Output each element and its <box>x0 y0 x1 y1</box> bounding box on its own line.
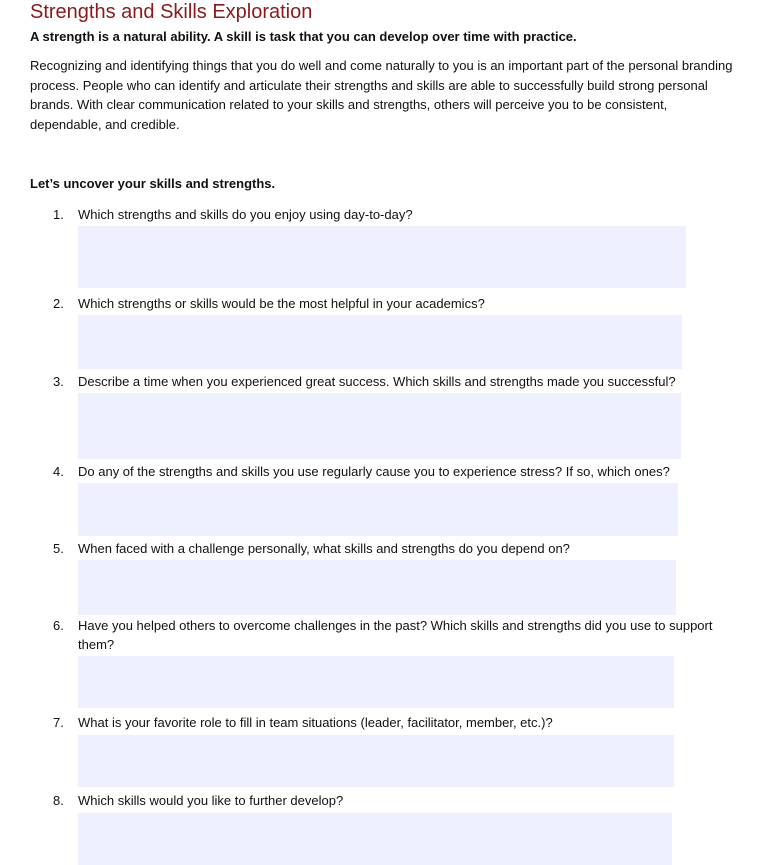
question-number: 5. <box>53 541 64 556</box>
question-text: Which strengths and skills do you enjoy using day-to-day? <box>78 207 413 222</box>
question-text: Which skills would you like to further develop? <box>78 793 344 808</box>
question-text: When faced with a challenge personally, what skills and strengths do you depend on? <box>78 541 570 556</box>
question-text: What is your favorite role to fill in team situations (leader, facilitator, member, etc.)? <box>78 715 553 730</box>
question-text: Which strengths or skills would be the most helpful in your academics? <box>78 296 485 311</box>
question-number: 2. <box>53 296 64 311</box>
page-subtitle: A strength is a natural ability. A skill is task that you can develop over time with practice. <box>30 29 577 44</box>
question-number: 8. <box>53 793 64 808</box>
question-text: Describe a time when you experienced great success. Which skills and strengths made you successful? <box>78 374 676 389</box>
answer-field-2[interactable] <box>78 315 682 369</box>
question-text: Do any of the strengths and skills you use regularly cause you to experience stress? If so, which ones? <box>78 464 670 479</box>
answer-field-5[interactable] <box>78 560 676 615</box>
intro-paragraph: Recognizing and identifying things that you do well and come naturally to you is an important part of the personal branding process. People who can identify and articulate their strengths and skills are able to successfully build strong personal brands. With clear communication related to your skills and strengths, others will perceive you to be consistent, dependable, and credible. <box>30 58 733 133</box>
question-number: 4. <box>53 464 64 479</box>
answer-field-3[interactable] <box>78 393 681 459</box>
section-heading: Let’s uncover your skills and strengths. <box>30 176 276 191</box>
answer-field-8[interactable] <box>78 813 672 865</box>
answer-field-7[interactable] <box>78 735 674 787</box>
question-number: 6. <box>53 618 64 633</box>
answer-field-1[interactable] <box>78 226 686 288</box>
question-number: 7. <box>53 715 64 730</box>
page-title: Strengths and Skills Exploration <box>30 1 313 23</box>
question-text: Have you helped others to overcome challenges in the past? Which skills and strengths did you use to support them? <box>78 618 713 652</box>
answer-field-4[interactable] <box>78 483 678 536</box>
answer-field-6[interactable] <box>78 656 674 708</box>
question-number: 1. <box>53 207 64 222</box>
question-number: 3. <box>53 374 64 389</box>
